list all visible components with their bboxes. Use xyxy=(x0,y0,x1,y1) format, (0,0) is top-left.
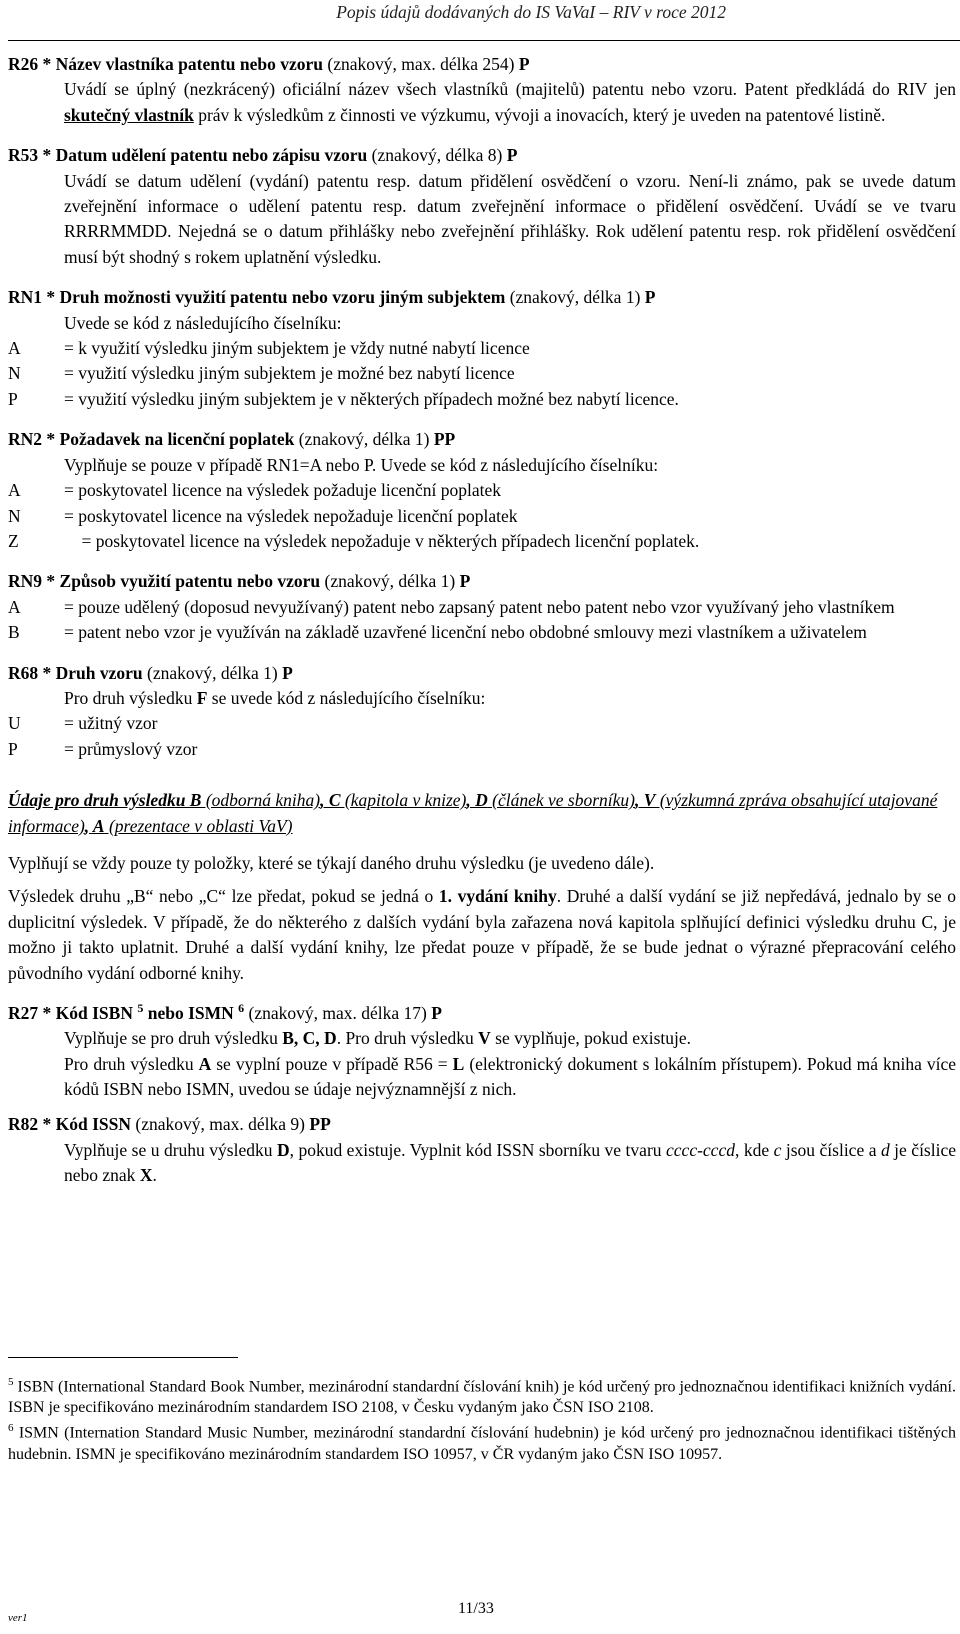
text: (elektronický dokument s lokálním přístupem). Pokud má kniha více kódů ISBN nebo ISMN, uvedou se údaje nejvýznamnější z nich. xyxy=(64,1053,956,1100)
item-r68-intro xyxy=(8,686,956,711)
code-value: = patent nebo vzor je využíván na základě uzavřené licenční nebo obdobné smlouvy mezi vlastníkem a uživatelem xyxy=(64,622,867,643)
text-bold: D xyxy=(276,1139,290,1160)
text: . xyxy=(152,1165,157,1186)
code-value: = k využití výsledku jiným subjektem je vždy nutné nabytí licence xyxy=(64,338,530,359)
item-rn1-name: RN1 * Druh možnosti využití patentu nebo vzoru jiným subjektem xyxy=(8,287,506,308)
item-rn9-requirement: P xyxy=(459,571,471,592)
section-title-part: , C xyxy=(320,790,341,811)
item-r82-heading xyxy=(8,1112,956,1137)
item-r68-intro-1: Pro druh výsledku xyxy=(64,687,197,708)
paragraph-edition-rules xyxy=(8,884,956,986)
item-r26-text-1: Uvádí se úplný (nezkrácený) oficiální název všech vlastníků (majitelů) patentu nebo vzoru. Patent předkládá do RIV jen xyxy=(64,79,956,100)
code-row xyxy=(8,711,956,736)
code-value: = poskytovatel licence na výsledek požaduje licenční poplatek xyxy=(64,480,502,501)
code-row xyxy=(8,361,956,386)
text: , pokud existuje. Vyplnit kód ISSN sborníku ve tvaru xyxy=(289,1139,667,1160)
text: Pro druh výsledku xyxy=(64,1053,199,1074)
item-r53 xyxy=(8,143,956,270)
item-r82-type: (znakový, max. délka 9) xyxy=(131,1114,310,1135)
footnotes xyxy=(8,1372,956,1465)
item-r53-requirement: P xyxy=(506,145,518,166)
text-bold: B, C, D xyxy=(282,1028,337,1049)
code-key: A xyxy=(8,596,21,617)
item-rn1 xyxy=(8,285,956,412)
text-italic: cccc-cccd xyxy=(666,1139,735,1160)
code-key: P xyxy=(8,738,18,759)
item-r53-type: (znakový, délka 8) xyxy=(367,145,507,166)
code-row xyxy=(8,387,956,412)
text-bold: L xyxy=(452,1053,465,1074)
text-bold: X xyxy=(139,1165,153,1186)
item-r68-heading xyxy=(8,661,956,686)
text: je číslice nebo znak xyxy=(64,1139,956,1186)
item-r68-requirement: P xyxy=(282,662,293,683)
item-rn9-name: RN9 * Způsob využití patentu nebo vzoru xyxy=(8,571,321,592)
item-r82-name: R82 * Kód ISSN xyxy=(8,1114,132,1135)
text: . Pro druh výsledku xyxy=(336,1028,479,1049)
text: Vyplňuje se u druhu výsledku xyxy=(64,1139,277,1160)
item-rn9 xyxy=(8,569,956,645)
item-rn1-heading xyxy=(8,285,956,310)
section-title-part: (článek ve sborníku) xyxy=(487,790,636,811)
code-row xyxy=(8,737,956,762)
item-r53-description: Uvádí se datum udělení (vydání) patentu resp. datum přidělení osvědčení o vzoru. Není-li známo, pak se uvede datum zveřejnění informace o udělení patentu resp. datum zveřejnění informace o přidělení osvědčení. Uvádí se ve tvaru RRRRMMDD. Nejedná se o datum přihlášky nebo zveřejnění přihlášky. Rok udělení patentu resp. rok přidělení osvědčení musí být shodný s rokem uplatnění výsledku. xyxy=(64,170,956,267)
item-rn9-type: (znakový, délka 1) xyxy=(320,571,460,592)
item-r82-requirement: PP xyxy=(309,1114,331,1135)
item-r68-intro-bold: F xyxy=(196,687,208,708)
para-bold: 1. vydání knihy xyxy=(438,886,557,907)
item-rn2-type: (znakový, délka 1) xyxy=(294,429,434,450)
text-italic: c xyxy=(773,1139,782,1160)
code-row xyxy=(8,620,956,645)
section-title-part: , A xyxy=(84,815,105,836)
footnote-separator xyxy=(8,1357,238,1358)
code-value: = průmyslový vzor xyxy=(64,738,198,759)
text-bold: V xyxy=(478,1028,491,1049)
item-rn2 xyxy=(8,427,956,554)
item-r26-name: R26 * Název vlastníka patentu nebo vzoru xyxy=(8,54,324,74)
item-r82-description xyxy=(8,1138,956,1189)
footnote-5 xyxy=(8,1372,956,1418)
item-r27 xyxy=(8,996,956,1102)
item-r68-name: R68 * Druh vzoru xyxy=(8,662,143,683)
code-value: = poskytovatel licence na výsledek nepožaduje v některých případech licenční poplatek. xyxy=(64,530,700,551)
item-r82 xyxy=(8,1112,956,1188)
item-rn2-intro: Vyplňuje se pouze v případě RN1=A nebo P. Uvede se kód z následujícího číselníku: xyxy=(64,454,659,475)
item-rn1-type: (znakový, délka 1) xyxy=(505,287,645,308)
item-rn2-heading xyxy=(8,427,956,452)
section-title xyxy=(8,788,956,839)
text: se vyplní pouze v případě R56 = xyxy=(211,1053,453,1074)
item-r27-line-1 xyxy=(8,1026,956,1051)
section-title-part: (prezentace v oblasti VaV) xyxy=(104,815,293,836)
footnote-text: ISBN (International Standard Book Number, mezinárodní standardní číslování knih) je kód určený pro jednoznačnou identifikaci knižních vydání. ISBN je specifikováno mezinárodním standardem ISO 2108, v Česku vydaným jako ČSN ISO 2108. xyxy=(8,1378,956,1417)
footnote-ref[interactable]: 6 xyxy=(238,1001,245,1015)
item-r68-type: (znakový, délka 1) xyxy=(142,662,283,683)
footnote-number: 6 xyxy=(8,1422,14,1435)
footer-version: ver1 xyxy=(8,1612,28,1624)
item-r26-text-bold: skutečný vlastník xyxy=(64,104,194,125)
item-rn1-requirement: P xyxy=(644,287,656,308)
item-r26-text-2: práv k výsledkům z činnosti ve výzkumu, vývoji a inovacích, který je uveden na patentové listině. xyxy=(193,104,886,125)
footer-page-number: 11/33 xyxy=(458,1600,494,1617)
text: , kde xyxy=(734,1139,774,1160)
text: se vyplňuje, pokud existuje. xyxy=(490,1028,692,1049)
code-key: U xyxy=(8,713,21,734)
code-key: Z xyxy=(8,530,19,551)
item-r27-type: (znakový, max. délka 17) xyxy=(244,1002,432,1023)
section-title-part: Údaje pro druh výsledku B xyxy=(8,790,202,811)
code-value: = poskytovatel licence na výsledek nepožaduje licenční poplatek xyxy=(64,505,518,526)
code-key: N xyxy=(8,363,21,384)
text-bold: A xyxy=(198,1053,212,1074)
para-text: Výsledek druhu „B“ nebo „C“ lze předat, pokud se jedná o xyxy=(8,886,439,907)
code-key: P xyxy=(8,388,18,409)
item-r26-requirement: P xyxy=(518,54,530,74)
code-key: A xyxy=(8,338,21,359)
item-r26 xyxy=(8,52,956,128)
section-title-part: , V xyxy=(635,790,656,811)
text-italic: d xyxy=(880,1139,890,1160)
code-value: = užitný vzor xyxy=(64,713,158,734)
item-r26-heading xyxy=(8,52,956,77)
text: jsou číslice a xyxy=(781,1139,881,1160)
footnote-ref[interactable]: 5 xyxy=(137,1001,144,1015)
section-title-part: (kapitola v knize) xyxy=(340,790,467,811)
document-body xyxy=(8,52,956,1204)
item-r26-type: (znakový, max. délka 254) xyxy=(323,54,519,74)
item-r27-line-2 xyxy=(8,1052,956,1103)
section-title-part: (odborná kniha) xyxy=(201,790,321,811)
code-key: A xyxy=(8,480,21,501)
header-rule xyxy=(8,40,960,41)
code-key: N xyxy=(8,505,21,526)
item-r53-name: R53 * Datum udělení patentu nebo zápisu vzoru xyxy=(8,145,368,166)
code-value: = využití výsledku jiným subjektem je v některých případech možné bez nabytí licence. xyxy=(64,388,679,409)
item-r68 xyxy=(8,661,956,763)
item-r27-requirement: P xyxy=(431,1002,442,1023)
code-row xyxy=(8,504,956,529)
item-r53-heading xyxy=(8,143,956,168)
code-row xyxy=(8,478,956,503)
item-r27-name-2: nebo ISMN xyxy=(143,1002,239,1023)
item-r27-heading xyxy=(8,996,956,1026)
code-value: = pouze udělený (doposud nevyužívaný) patent nebo zapsaný patent nebo patent nebo vzor využívaný jeho vlastníkem xyxy=(64,596,895,617)
item-rn9-heading xyxy=(8,569,956,594)
page-header-title: Popis údajů dodávaných do IS VaVaI – RIV v roce 2012 xyxy=(336,2,726,22)
item-rn1-intro: Uvede se kód z následujícího číselníku: xyxy=(64,312,342,333)
code-row xyxy=(8,529,956,554)
footnote-6 xyxy=(8,1418,956,1464)
footnote-text: ISMN (Internation Standard Music Number, mezinárodní standardní číslování hudebnin) je kód určený pro jednoznačnou identifikaci tištěných hudebnin. ISMN je specifikováno mezinárodním standardem ISO 10957, v ČR vydaným jako ČSN ISO 10957. xyxy=(8,1424,956,1463)
item-r27-name: R27 * Kód ISBN xyxy=(8,1002,138,1023)
text: Vyplňuje se pro druh výsledku xyxy=(64,1028,283,1049)
item-rn2-name: RN2 * Požadavek na licenční poplatek xyxy=(8,429,295,450)
code-row xyxy=(8,595,956,620)
item-rn2-requirement: PP xyxy=(433,429,456,450)
code-row xyxy=(8,336,956,361)
item-r68-intro-2: se uvede kód z následujícího číselníku: xyxy=(207,687,486,708)
footnote-number: 5 xyxy=(8,1376,14,1388)
code-value: = využití výsledku jiným subjektem je možné bez nabytí licence xyxy=(64,363,515,384)
para-text: . Druhé a další vydání se již nepředává, jednalo by se o duplicitní výsledek. V případě, že do některého z dalších vydání byla zařazena nová kapitola splňující definici výsledku druhu C, je možno ji takto uplatnit. Druhé a další vydání knihy, lze předat pouze v případě, že se bude jednat o výrazné přepracování celého původního vydání odborné knihy. xyxy=(8,886,957,983)
code-key: B xyxy=(8,622,20,643)
paragraph-intro: Vyplňují se vždy pouze ty položky, které se týkají daného druhu výsledku (je uvedeno dále). xyxy=(8,852,655,873)
section-title-part: , D xyxy=(466,790,488,811)
section-title-part: (výzkumná zpráva obsahující utajované informace) xyxy=(8,790,938,836)
item-r26-description xyxy=(8,77,956,128)
